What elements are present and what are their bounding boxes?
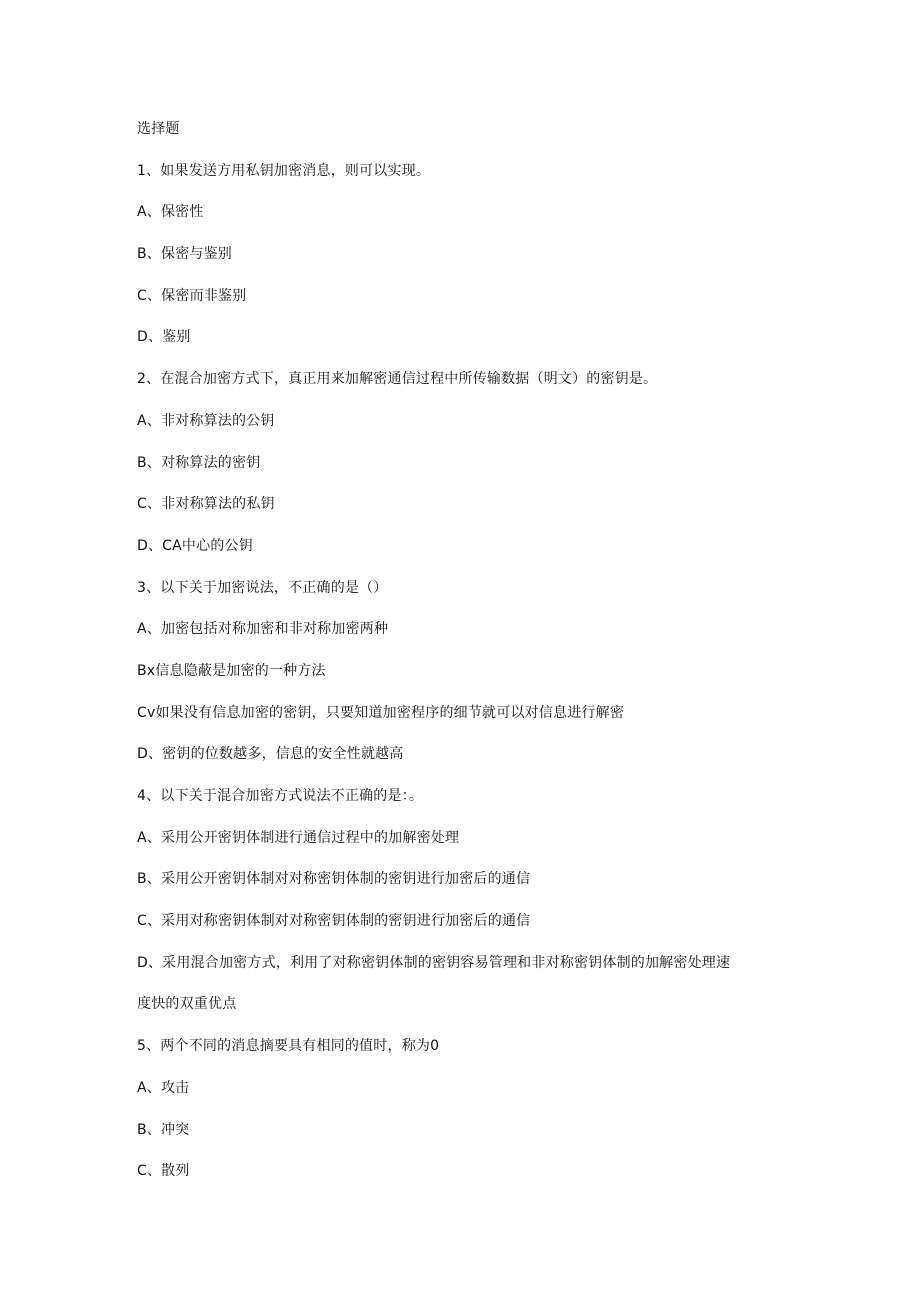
question-1-option-d: D、鉴别 <box>137 329 191 346</box>
question-2-option-b: B、对称算法的密钥 <box>137 454 261 471</box>
question-1-option-a: A、保密性 <box>137 204 204 221</box>
question-5-option-c: C、散列 <box>137 1163 190 1180</box>
question-1-option-c: C、保密而非鉴别 <box>137 287 247 304</box>
question-3-option-b: Bx信息隐蔽是加密的一种方法 <box>137 662 326 679</box>
question-2: 2、在混合加密方式下，真正用来加解密通信过程中所传输数据（明文）的密钥是。 <box>137 371 658 388</box>
question-4-option-d-continuation: 度快的双重优点 <box>137 996 237 1013</box>
question-3: 3、以下关于加密说法，不正确的是（） <box>137 579 388 596</box>
question-4: 4、以下关于混合加密方式说法不正确的是：。 <box>137 788 424 804</box>
question-5-option-b: B、冲突 <box>137 1121 190 1138</box>
question-4-option-b: B、采用公开密钥体制对对称密钥体制的密钥进行加密后的通信 <box>137 871 531 888</box>
question-2-option-c: C、非对称算法的私钥 <box>137 496 275 513</box>
question-2-option-a: A、非对称算法的公钥 <box>137 412 275 429</box>
question-5: 5、两个不同的消息摘要具有相同的值时，称为0 <box>137 1038 440 1055</box>
question-4-option-c: C、采用对称密钥体制对对称密钥体制的密钥进行加密后的通信 <box>137 913 531 930</box>
question-2-option-d: D、CA中心的公钥 <box>137 537 253 554</box>
question-4-option-d: D、采用混合加密方式，利用了对称密钥体制的密钥容易管理和非对称密钥体制的加解密处理速 <box>137 954 731 971</box>
question-4-option-a: A、采用公开密钥体制进行通信过程中的加解密处理 <box>137 829 460 846</box>
question-1-option-b: B、保密与鉴别 <box>137 246 233 263</box>
question-3-option-d: D、密钥的位数越多，信息的安全性就越高 <box>137 746 404 763</box>
section-title: 选择题 <box>137 121 180 137</box>
question-1: 1、如果发送方用私钥加密消息，则可以实现。 <box>137 162 431 179</box>
document-content <box>137 118 837 1202</box>
question-3-option-a: A、加密包括对称加密和非对称加密两种 <box>137 621 389 638</box>
question-5-option-a: A、攻击 <box>137 1079 190 1096</box>
question-3-option-c: Cv如果没有信息加密的密钥，只要知道加密程序的细节就可以对信息进行解密 <box>137 704 625 721</box>
